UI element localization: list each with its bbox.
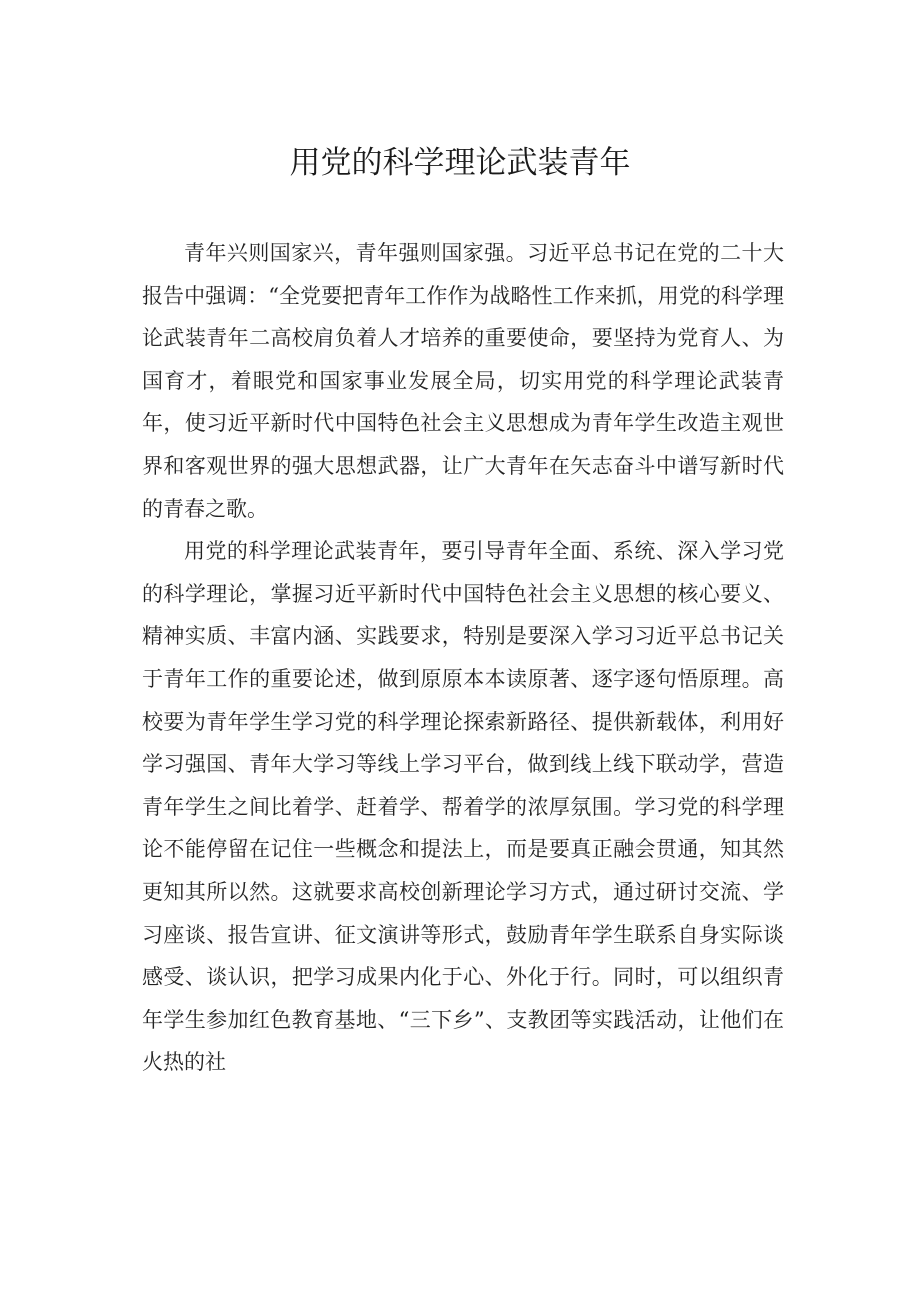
document-body [142, 232, 784, 1084]
document-title: 用党的科学理论武装青年 [289, 145, 631, 181]
paragraph-2: 用党的科学理论武装青年，要引导青年全面、系统、深入学习党的科学理论，掌握习近平新时代中国特色社会主义思想的核心要义、精神实质、丰富内涵、实践要求，特别是要深入学习习近平总书记关于青年工作的重要论述，做到原原本本读原著、逐字逐句悟原理。高校要为青年学生学习党的科学理论探索新路径、提供新载体，利用好学习强国、青年大学习等线上学习平台，做到线上线下联动学，营造青年学生之间比着学、赶着学、帮着学的浓厚氛围。学习党的科学理论不能停留在记住一些概念和提法上，而是要真正融会贯通，知其然更知其所以然。这就要求高校创新理论学习方式，通过研讨交流、学习座谈、报告宣讲、征文演讲等形式，鼓励青年学生联系自身实际谈感受、谈认识，把学习成果内化于心、外化于行。同时，可以组织青年学生参加红色教育基地、“三下乡”、支教团等实践活动，让他们在火热的社 [142, 539, 784, 1075]
paragraph-1: 青年兴则国家兴，青年强则国家强。习近平总书记在党的二十大报告中强调：“全党要把青年工作作为战略性工作来抓，用党的科学理论武装青年二高校肩负着人才培养的重要使命，要坚持为党育人、为国育才，着眼党和国家事业发展全局，切实用党的科学理论武装青年，使习近平新时代中国特色社会主义思想成为青年学生改造主观世界和客观世界的强大思想武器，让广大青年在矢志奋斗中谱写新时代的青春之歌。 [142, 241, 784, 521]
